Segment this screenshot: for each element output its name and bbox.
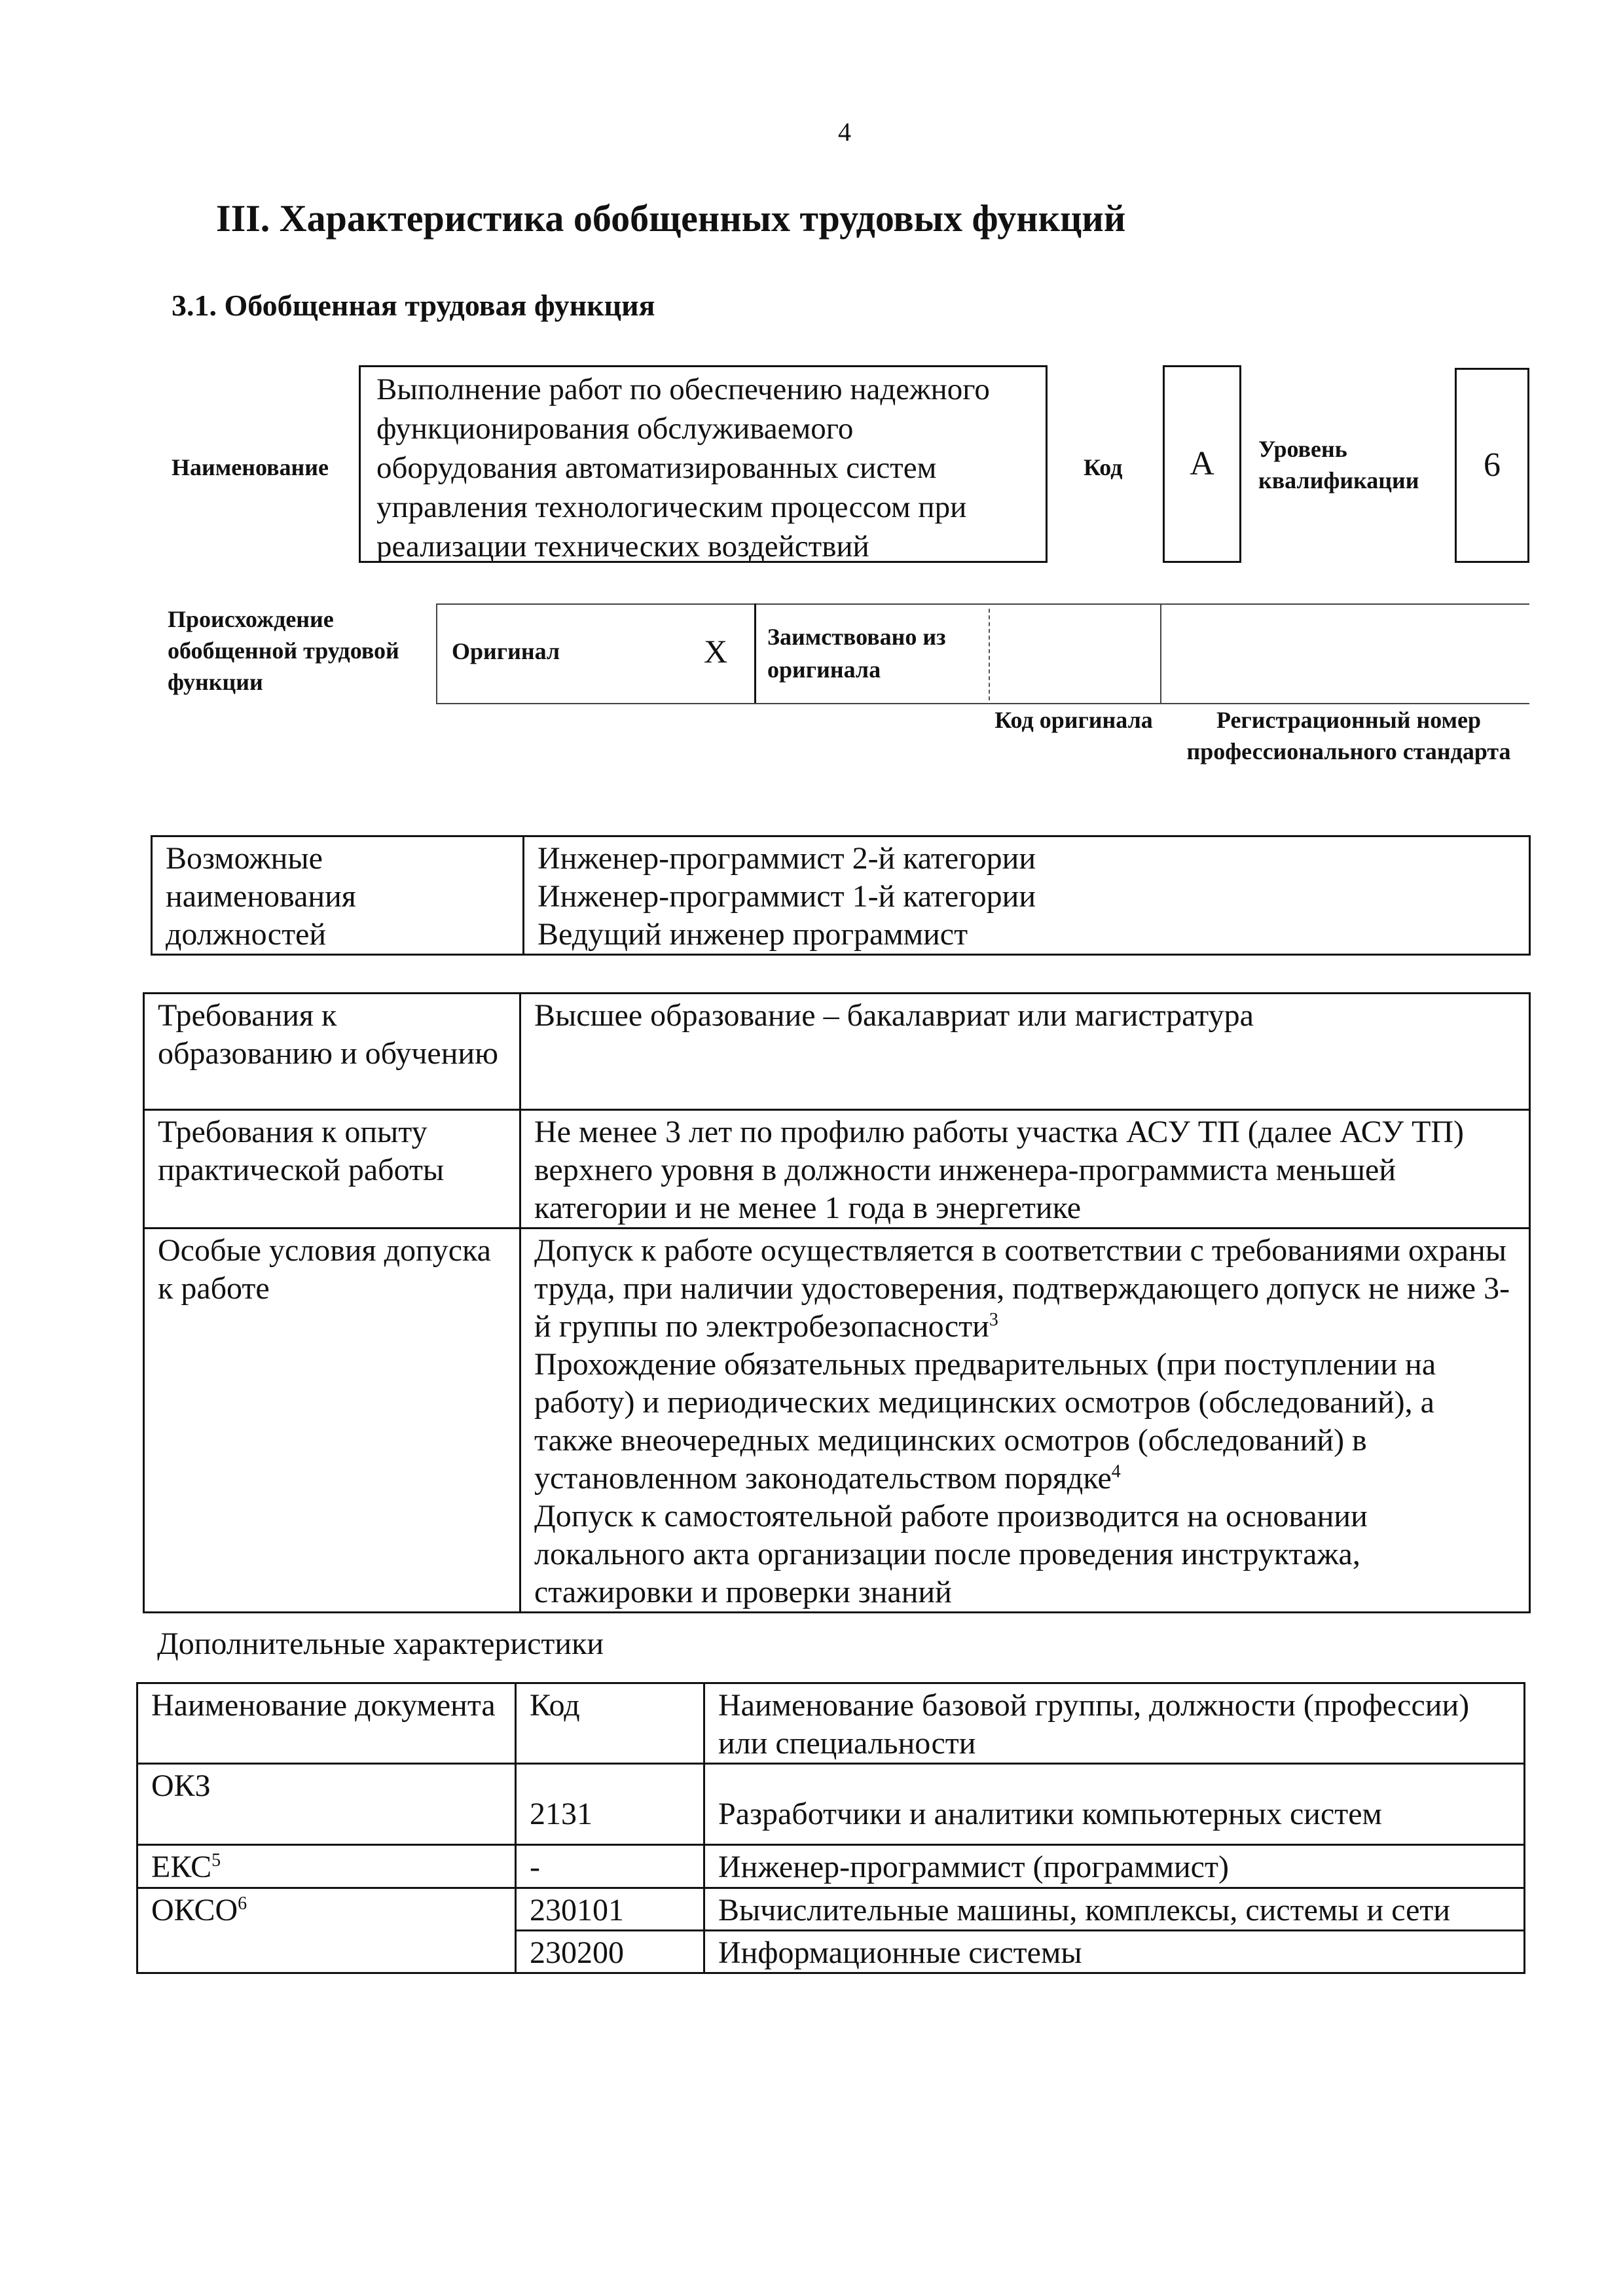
requirement-value: [520, 1229, 1530, 1613]
positions-table: [151, 835, 1531, 956]
borrowed-label: Заимствовано из оригинала: [767, 624, 946, 683]
requirement-value: [520, 1110, 1530, 1229]
additional-table: [136, 1682, 1525, 1974]
additional-title: Дополнительные характеристики: [157, 1626, 604, 1661]
name-label: Наименование: [172, 454, 329, 480]
origin-divider-2: [1160, 603, 1161, 703]
requirement-value: [520, 994, 1530, 1110]
requirement-line: Высшее образование – бакалавриат или магистратура: [534, 998, 1254, 1033]
page-number: 4: [838, 117, 851, 147]
requirement-line: [534, 1346, 1516, 1498]
header-cell: Код: [516, 1683, 704, 1764]
footnote-ref: 3: [989, 1310, 998, 1330]
origin-divider-1: [989, 609, 990, 700]
requirement-line: Не менее 3 лет по профилю работы участка АСУ ТП (далее АСУ ТП) верхнего уровня в должности инженера-программиста меньшей категории и не менее 1 года в энергетике: [534, 1115, 1465, 1225]
name-value: Выполнение работ по обеспечению надежного функционирования обслуживаемого оборудования автоматизированных систем управления технологическим процессом при реализации технических воздействий: [376, 372, 990, 564]
header-cell: Наименование документа: [137, 1683, 516, 1764]
doc-name: ОКЗ: [151, 1768, 211, 1803]
level-value: 6: [1484, 446, 1501, 484]
position-item: Ведущий инженер программист: [538, 917, 968, 952]
original-mark: X: [704, 633, 728, 670]
code-original-caption: Код оригинала: [994, 707, 1153, 733]
doc-name: ОКСО: [151, 1893, 238, 1928]
name-cell: Разработчики и аналитики компьютерных систем: [704, 1764, 1525, 1845]
doc-name: ЕКС: [151, 1850, 212, 1884]
positions-cell: [524, 836, 1530, 955]
name-box: [359, 365, 1048, 563]
name-cell: Информационные системы: [704, 1931, 1525, 1973]
code-box: [1163, 365, 1241, 563]
header-cell: Наименование базовой группы, должности (профессии) или специальности: [704, 1683, 1525, 1764]
positions-label: Возможные наименования должностей: [152, 836, 524, 955]
name-cell: Инженер-программист (программист): [704, 1845, 1525, 1888]
requirement-label: Особые условия допуска к работе: [144, 1229, 520, 1613]
origin-label: Происхождение обобщенной трудовой функции: [168, 606, 399, 695]
reg-number-caption: Регистрационный номер профессионального стандарта: [1186, 707, 1511, 764]
code-cell: 2131: [516, 1764, 704, 1845]
name-cell: Вычислительные машины, комплексы, системы и сети: [704, 1888, 1525, 1931]
requirement-line: [534, 1232, 1516, 1346]
level-box: [1455, 368, 1529, 563]
subsection-title: 3.1. Обобщенная трудовая функция: [172, 289, 655, 322]
doc-cell: [137, 1845, 516, 1888]
requirement-label: Требования к образованию и обучению: [144, 994, 520, 1110]
position-item: Инженер-программист 1-й категории: [538, 879, 1036, 914]
original-label: Оригинал: [452, 638, 560, 664]
code-cell: 230101: [516, 1888, 704, 1931]
position-item: Инженер-программист 2-й категории: [538, 841, 1036, 876]
section-title: III. Характеристика обобщенных трудовых функций: [216, 197, 1126, 240]
code-value: A: [1190, 445, 1214, 482]
requirement-line-text: Допуск к работе осуществляется в соответствии с требованиями охраны труда, при наличии удостоверения, подтверждающего допуск не ниже 3-й группы по электробезопасности: [534, 1233, 1510, 1344]
footnote-ref: 6: [238, 1893, 247, 1914]
footnote-ref: 5: [211, 1850, 221, 1871]
requirement-label: Требования к опыту практической работы: [144, 1110, 520, 1229]
code-cell: 230200: [516, 1931, 704, 1973]
level-label: Уровень квалификации: [1258, 436, 1419, 493]
doc-cell: [137, 1888, 516, 1973]
code-label: Код: [1084, 454, 1123, 480]
doc-cell: [137, 1764, 516, 1845]
requirements-table: [143, 992, 1531, 1613]
requirement-line: Допуск к самостоятельной работе производится на основании локального акта организации после проведения инструктажа, стажировки и проверки знаний: [534, 1499, 1368, 1609]
requirement-line-text: Прохождение обязательных предварительных (при поступлении на работу) и периодических медицинских осмотров (обследований), а также внеочередных медицинских осмотров (обследований) в установленном законодательством порядке: [534, 1347, 1436, 1496]
footnote-ref: 4: [1111, 1462, 1121, 1482]
code-cell: -: [516, 1845, 704, 1888]
